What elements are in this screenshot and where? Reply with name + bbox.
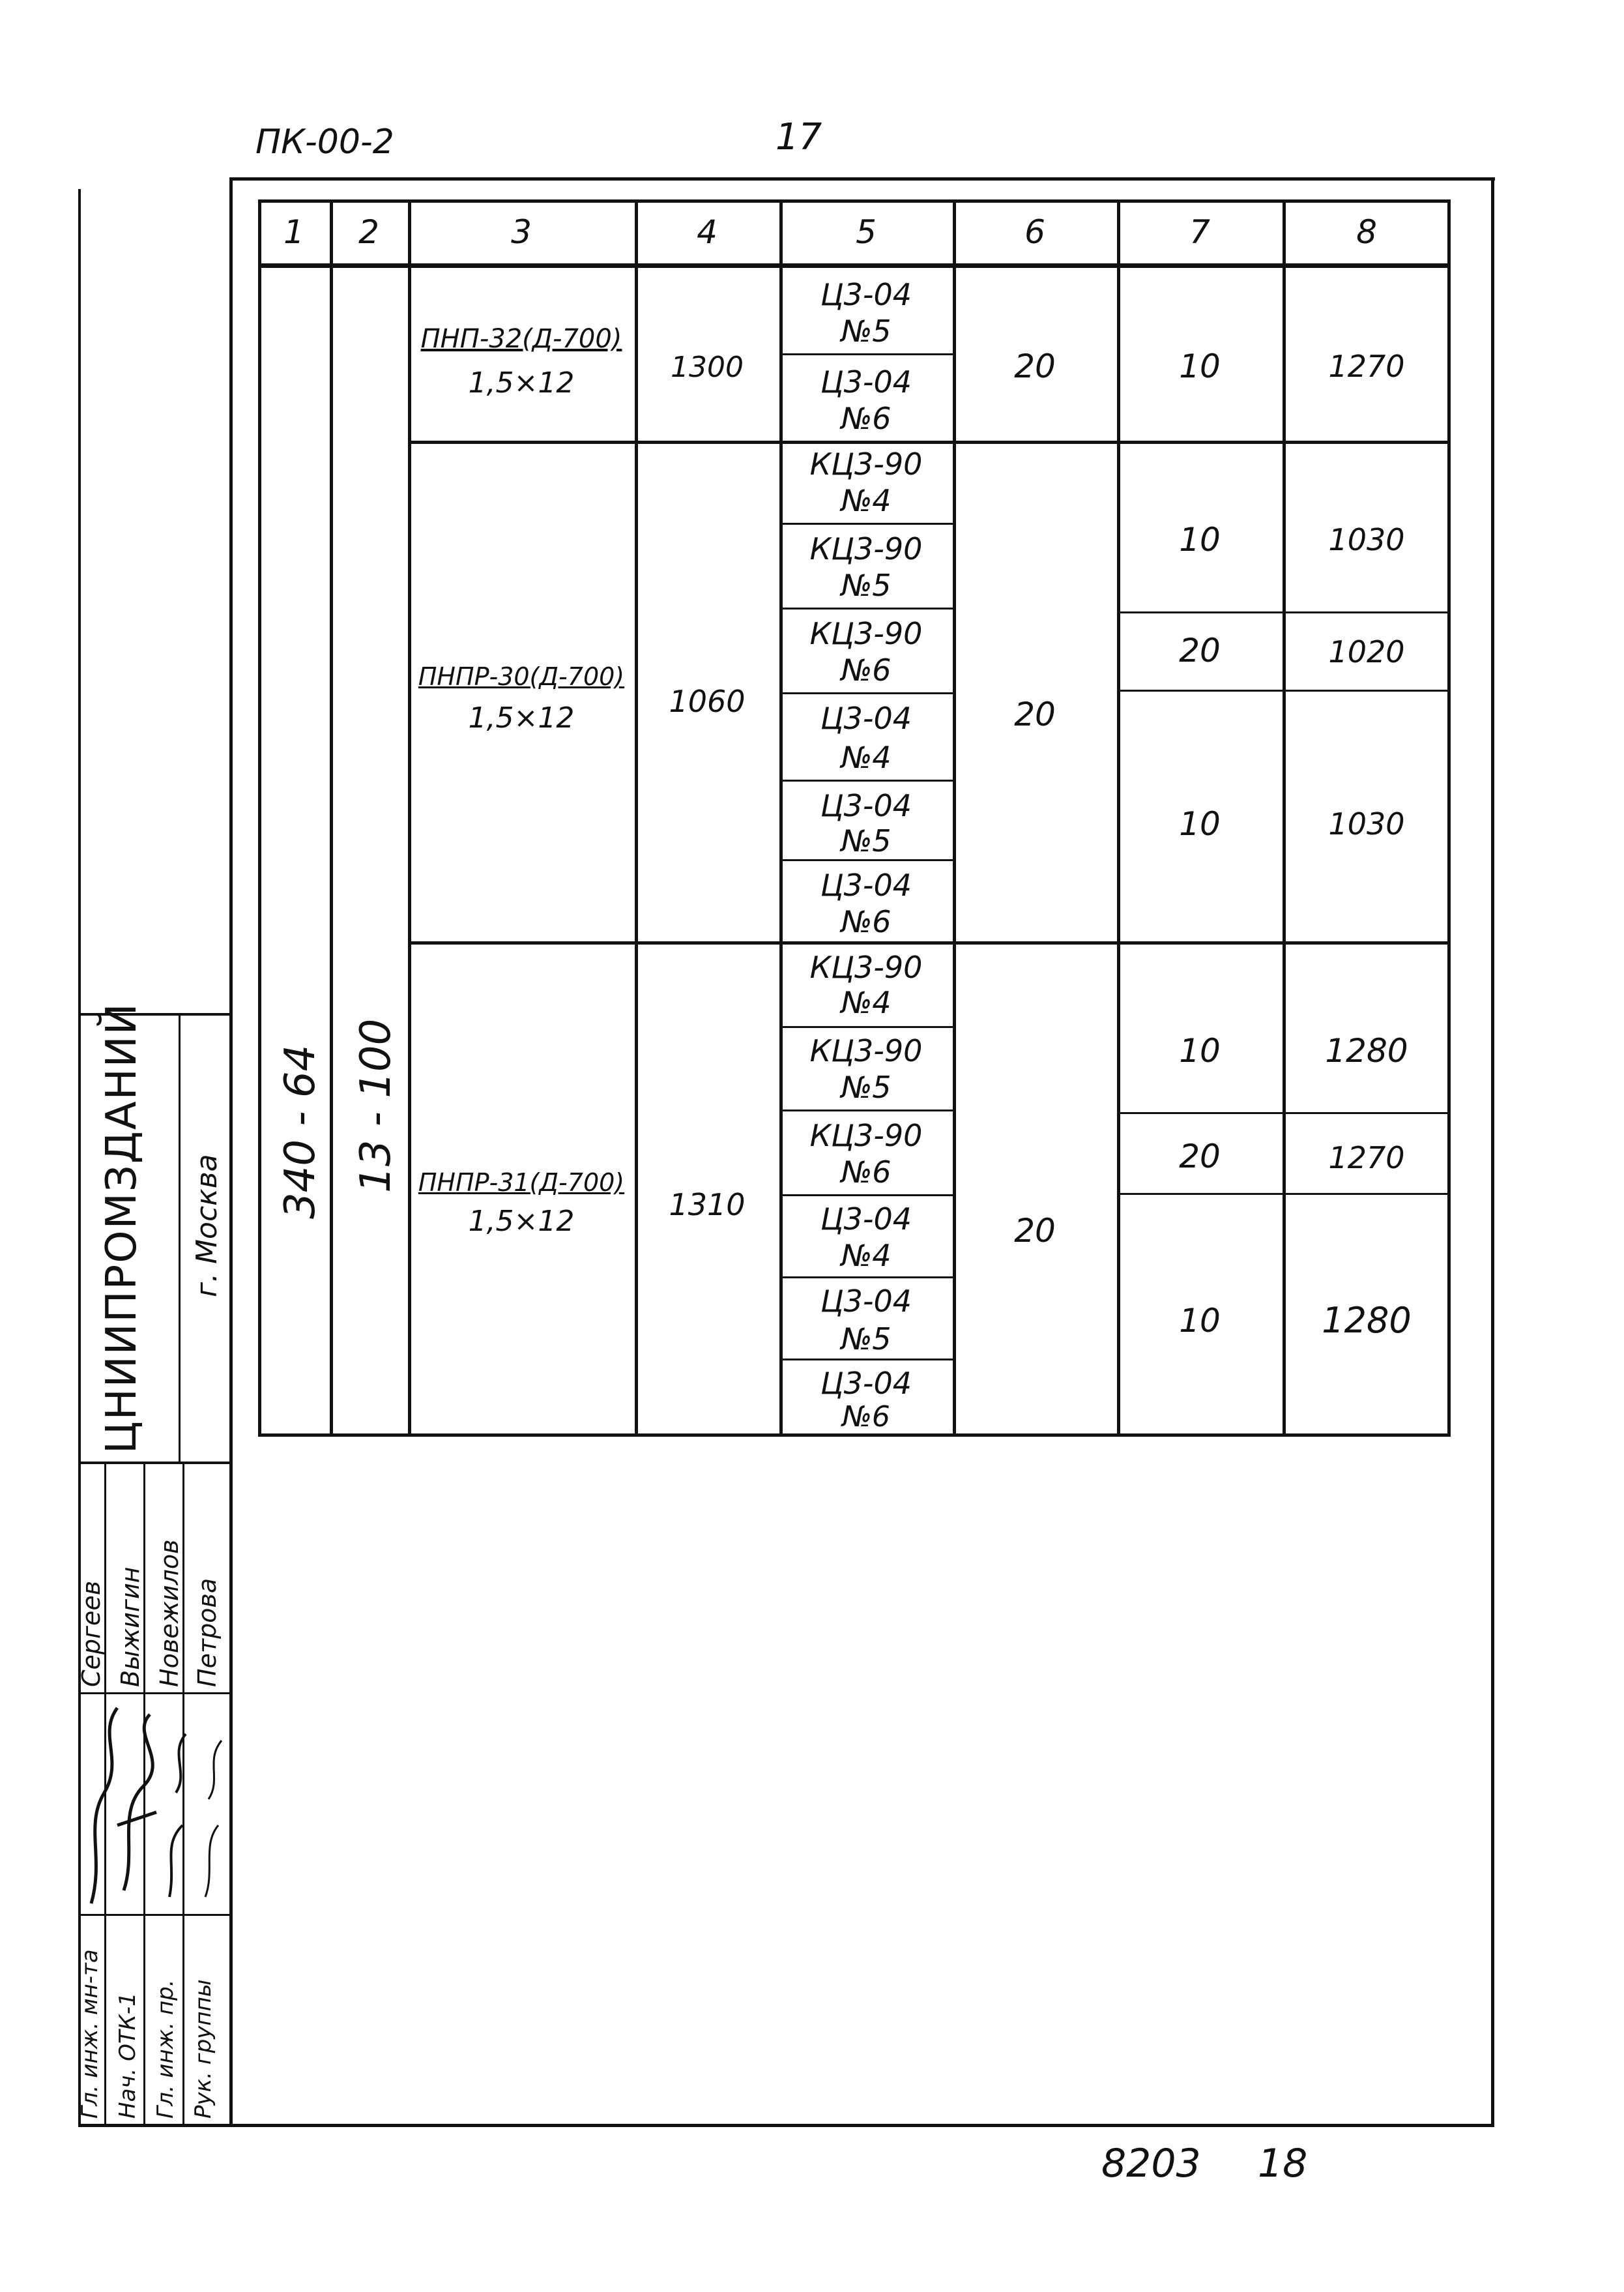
col5-divider xyxy=(779,1026,953,1028)
group3-col7-3: 10 xyxy=(1179,1302,1221,1340)
group3-col7-1: 10 xyxy=(1179,1032,1221,1070)
frame-top xyxy=(232,177,1495,181)
header-col-2: 2 xyxy=(358,213,379,251)
col1-value: 340 - 64 xyxy=(276,1044,325,1219)
group2-col8-3: 1030 xyxy=(1328,806,1405,842)
group1-col8-1: 1270 xyxy=(1328,349,1405,384)
col5-divider xyxy=(779,1194,953,1196)
col5-divider xyxy=(779,608,953,610)
group1-col5-name: Ц3-04 xyxy=(820,277,912,312)
sig-col-line xyxy=(78,1914,232,1916)
group2-col5-num: №6 xyxy=(841,904,892,939)
group-divider-2 xyxy=(408,941,1451,945)
stamp-name: Новежилов xyxy=(155,1539,184,1687)
group-divider-1 xyxy=(408,441,1451,444)
footer-doc-number: 8203 xyxy=(1101,2141,1201,2186)
footer-page: 18 xyxy=(1258,2141,1308,2186)
col5-divider xyxy=(779,1109,953,1111)
header-col-1: 1 xyxy=(283,213,304,251)
header-divider xyxy=(258,263,1451,268)
group3-col7-2: 20 xyxy=(1179,1138,1221,1175)
header-col-4: 4 xyxy=(697,213,718,251)
group3-col8-3: 1280 xyxy=(1322,1300,1412,1341)
col5-divider xyxy=(779,523,953,525)
col5-divider xyxy=(779,1276,953,1278)
group2-col7-3: 10 xyxy=(1179,805,1221,843)
group3-col5-name: Ц3-04 xyxy=(820,1201,912,1237)
group1-col7-1: 10 xyxy=(1179,347,1221,385)
stamp-role: Нач. ОТК-1 xyxy=(115,1992,141,2119)
group3-col5-num: №5 xyxy=(841,1070,892,1105)
signatures-graphic xyxy=(78,1695,235,1914)
group3-col5-name: КЦ3-90 xyxy=(809,1118,923,1153)
group3-col5-num: №4 xyxy=(841,985,892,1020)
col78-divider xyxy=(1117,690,1451,692)
group2-col7-1: 10 xyxy=(1179,521,1221,559)
col78-divider xyxy=(1117,1112,1451,1114)
header-col-8: 8 xyxy=(1356,213,1377,251)
group1-col4: 1300 xyxy=(671,351,744,384)
group2-col4: 1060 xyxy=(669,684,746,719)
group3-col5-num: №6 xyxy=(842,1400,890,1433)
group2-col5-name: Ц3-04 xyxy=(820,701,912,736)
group2-col5-name: Ц3-04 xyxy=(820,868,912,903)
col5-divider xyxy=(779,859,953,861)
group3-col5-name: КЦ3-90 xyxy=(809,1033,923,1068)
stamp-middle-line xyxy=(78,1462,232,1464)
col5-divider xyxy=(779,353,953,355)
header-col-6: 6 xyxy=(1024,213,1045,251)
group3-col6: 20 xyxy=(1014,1212,1056,1250)
frame-right xyxy=(1491,177,1494,2126)
header-col-5: 5 xyxy=(856,213,877,251)
group3-col3-title: ПНПР-31(Д-700) xyxy=(418,1168,625,1197)
group3-col5-name: Ц3-04 xyxy=(820,1366,912,1401)
group1-col3-title: ПНП-32(Д-700) xyxy=(420,324,622,354)
stamp-organization: ЦНИИПРОМЗДАНИЙ xyxy=(98,1002,146,1454)
col5-divider xyxy=(779,1359,953,1360)
sheet-code: ПК-00-2 xyxy=(255,123,394,162)
col5-divider xyxy=(779,692,953,694)
stamp-role: Гл. инж. пр. xyxy=(152,1979,179,2119)
stamp-role: Рук. группы xyxy=(190,1979,216,2119)
stamp-name: Петрова xyxy=(193,1578,222,1687)
col78-divider xyxy=(1117,1193,1451,1195)
group2-col7-2: 20 xyxy=(1179,632,1221,669)
group1-col5-num: №5 xyxy=(841,314,892,349)
group2-col5-num: №5 xyxy=(841,823,892,859)
header-col-7: 7 xyxy=(1189,213,1210,251)
group3-col8-1: 1280 xyxy=(1325,1032,1408,1070)
group3-col5-name: КЦ3-90 xyxy=(809,950,923,985)
col5-divider xyxy=(779,780,953,782)
group3-col5-name: Ц3-04 xyxy=(820,1284,912,1319)
stamp-name: Выжигин xyxy=(116,1566,145,1687)
col78-divider xyxy=(1117,611,1451,613)
group1-col5-name: Ц3-04 xyxy=(820,364,912,400)
group2-col5-num: №4 xyxy=(841,483,892,518)
group1-col5-num: №6 xyxy=(841,401,892,436)
group2-col5-name: КЦ3-90 xyxy=(809,531,923,566)
stamp-city: г. Москва xyxy=(190,1154,224,1297)
group2-col3-sub: 1,5×12 xyxy=(468,701,575,735)
group3-col4: 1310 xyxy=(669,1187,746,1222)
page-number-top: 17 xyxy=(776,116,822,158)
frame-bottom xyxy=(78,2124,1494,2127)
stamp-divider xyxy=(179,1013,181,1462)
group2-col5-num: №4 xyxy=(841,740,892,775)
stamp-name: Сергеев xyxy=(77,1580,106,1687)
group2-col5-name: КЦ3-90 xyxy=(809,616,923,651)
col2-value: 13 - 100 xyxy=(352,1018,400,1193)
col-line-5 xyxy=(953,199,956,1437)
group2-col5-name: КЦ3-90 xyxy=(809,447,923,482)
group3-col5-num: №5 xyxy=(841,1321,892,1357)
group2-col8-1: 1030 xyxy=(1328,522,1405,557)
group2-col5-num: №6 xyxy=(841,653,892,688)
group3-col8-2: 1270 xyxy=(1328,1140,1405,1175)
col-line-1 xyxy=(330,199,333,1437)
group2-col6: 20 xyxy=(1014,696,1056,733)
col-line-2 xyxy=(408,199,411,1437)
group3-col5-num: №6 xyxy=(841,1154,892,1190)
stamp-role: Гл. инж. мн-та xyxy=(77,1949,103,2119)
group3-col5-num: №4 xyxy=(841,1238,892,1273)
header-col-3: 3 xyxy=(511,213,532,251)
group3-col3-sub: 1,5×12 xyxy=(468,1205,575,1238)
group1-col6: 20 xyxy=(1014,347,1056,385)
sig-col-line xyxy=(78,1692,232,1694)
group2-col5-name: Ц3-04 xyxy=(820,788,912,823)
group2-col3-title: ПНПР-30(Д-700) xyxy=(418,662,625,691)
group2-col8-2: 1020 xyxy=(1328,634,1405,669)
group2-col5-num: №5 xyxy=(841,568,892,603)
group1-col3-sub: 1,5×12 xyxy=(468,366,575,400)
